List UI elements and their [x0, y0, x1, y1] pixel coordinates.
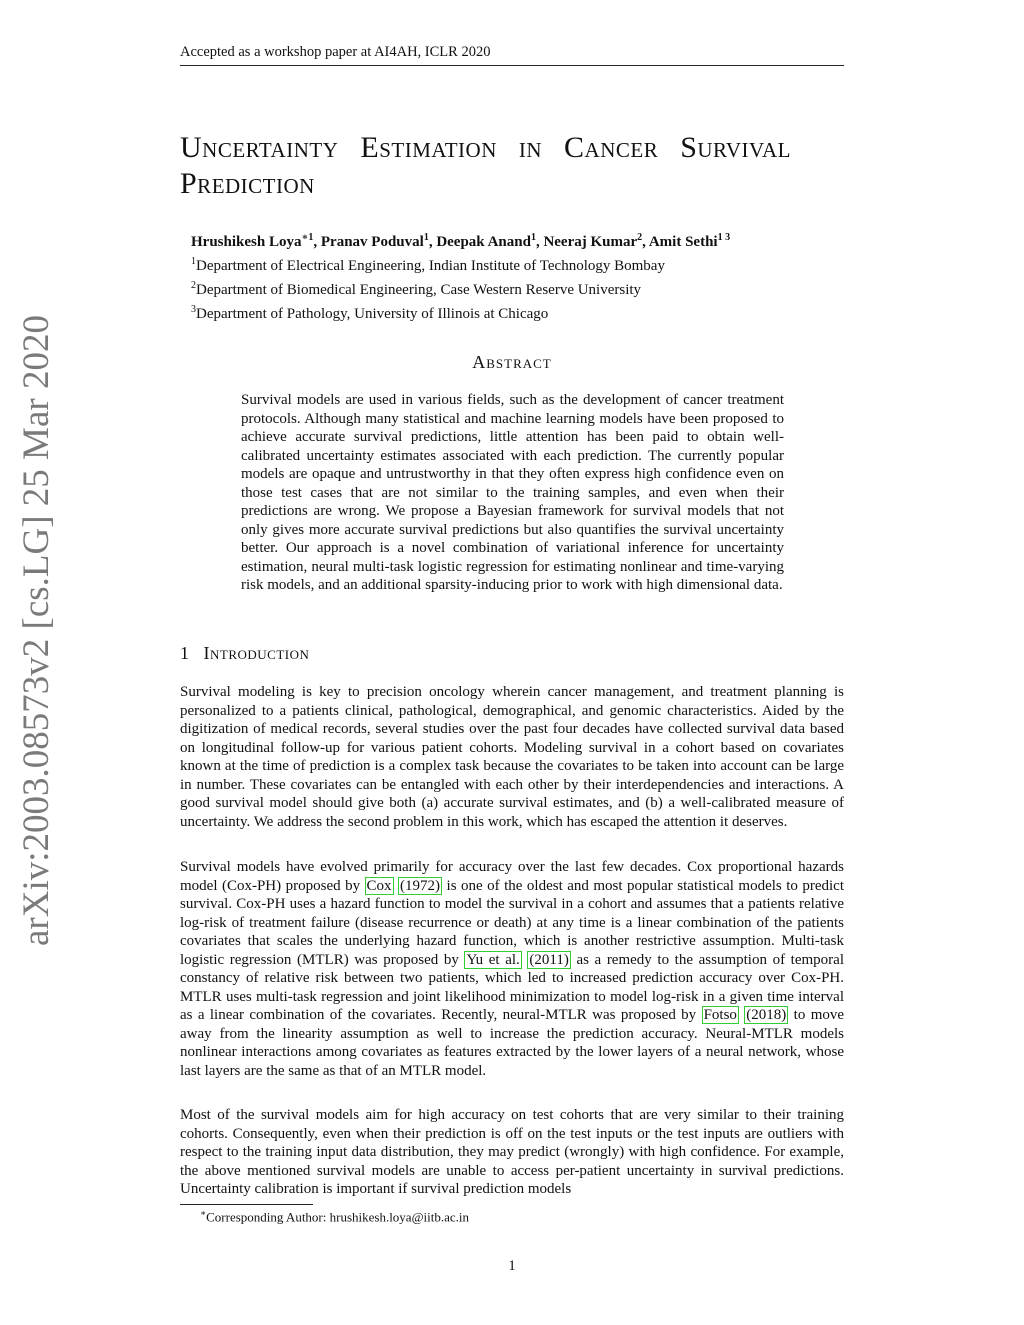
citation-link-cox[interactable]: Cox — [366, 877, 392, 894]
paper-title: Uncertainty Estimation in Cancer Survival Prediction — [180, 131, 791, 200]
intro-paragraph-3: Most of the survival models aim for high accuracy on test cohorts that are very similar to their training cohorts. Consequently, even when their prediction is off on the test inputs or the test inputs are outliers with respect to the training input data distribution, they may predict (wrongly) with high confidence. For example, the above mentioned survival models are unable to access per-patient uncertainty in survival predictions. Uncertainty calibration is important if survival prediction models — [180, 1107, 844, 1197]
author-name: Pranav Poduval — [320, 234, 424, 250]
citation-link-fotso-year[interactable]: (2018) — [746, 1007, 787, 1023]
affiliation-text: Department of Electrical Engineering, Indian Institute of Technology Bombay — [196, 258, 665, 274]
affiliation-text: Department of Pathology, University of Illinois at Chicago — [196, 306, 549, 322]
citation-link-fotso[interactable]: Fotso — [703, 1007, 737, 1023]
page-number: 1 — [508, 1258, 516, 1274]
paragraph-text: to move away from the linearity assumption as well to increase the prediction accuracy. Neural-MTLR models nonlinear interactions among covariates as features extracted by the lower layers of a neural network, whose last layers are the same as that of an MTLR model. — [180, 1007, 845, 1079]
citation-link-yu[interactable]: Yu et al. — [466, 951, 520, 968]
affiliation — [191, 252, 841, 276]
intro-paragraph-1: Survival modeling is key to precision oncology wherein cancer management, and treatment planning is personalized to a patients clinical, pathological, demographical, and genomic characteristics. Aided by the digitization of medical records, several studies over the past four decades have collected survival data based on longitudinal follow-up for various patient cohorts. Modeling survival in a cohort based on covariates known at the time of prediction is a complex task because the covariates to be taken into account can be large in number. These covariates can be entangled with each other by their interdependencies and interactions. A good survival model should give both (a) accurate survival estimates, and (b) a well-calibrated measure of uncertainty. We address the second problem in this work, which has escaped the attention it deserves. — [180, 684, 844, 830]
affiliation-text: Department of Biomedical Engineering, Case Western Reserve University — [196, 282, 642, 298]
author-affiliation-mark: 1 — [530, 232, 536, 243]
author-name: Amit Sethi — [648, 234, 718, 250]
footnote — [200, 1208, 469, 1225]
affiliation-mark: 1 — [191, 256, 196, 267]
citation-link-yu-year[interactable]: (2011) — [529, 951, 569, 968]
author-name: Neeraj Kumar — [543, 234, 638, 250]
author-name: Deepak Anand — [436, 234, 531, 250]
abstract-text: Survival models are used in various fields, such as the development of cancer treatment protocols. Although many statistical and machine learning models have been proposed to achieve accurate survival predictions, little attention has been paid to obtain well-calibrated uncertainty estimates associated with each prediction. The currently popular models are opaque and untrustworthy in that they often express high confidence even on those test cases that are not similar to the training samples, and even when their predictions are wrong. We propose a Bayesian framework for survival models that not only gives more accurate survival predictions but also quantifies the survival uncertainty better. Our approach is a novel combination of variational inference for uncertainty estimation, neural multi-task logistic regression for estimating nonlinear and time-varying risk models, and an additional sparsity-inducing prior to work with high dimensional data. — [241, 392, 784, 593]
author-affiliation-mark: 1 3 — [717, 232, 731, 243]
section-title: Introduction — [203, 643, 310, 663]
section-heading — [180, 643, 844, 664]
running-header: Accepted as a workshop paper at AI4AH, ICLR 2020 — [180, 44, 844, 66]
paragraph-text: as a remedy to the assumption of temporal constancy of relative risk between two patients, which led to increased prediction accuracy over Cox-PH. MTLR uses multi-task regression and joint likelihood minimization to model log-risk in a given time interval as a linear combination of the covariates. Recently, neural-MTLR was proposed by — [180, 951, 844, 1023]
intro-paragraph-2 — [180, 858, 844, 1080]
author-list: Hrushikesh Loya$^{∗1}$, Pranav Poduval$^1$, Deepak Anand$^1$, Neeraj Kumar$^2$, Amit Sethi$^{1 3}$ — [191, 232, 731, 250]
paragraph-text: is one of the oldest and most popular statistical models to predict survival. Cox-PH uses a hazard function to model the survival in a cohort and assumes that a patients relative log-risk of treatment failure (disease recurrence or death) at any time is a linear combination of the patients covariates that scales the underlying hazard function, which is another restrictive assumption. Multi-task logistic regression (MTLR) was proposed by — [180, 877, 844, 968]
footnote-mark: ∗ — [200, 1208, 207, 1218]
paragraph-text: Survival models have evolved primarily for accuracy over the last few decades. Cox proportional hazards model (Cox-PH) proposed by — [180, 859, 844, 894]
author-affiliation-mark: 1 — [423, 232, 429, 243]
section-number: 1 — [180, 643, 190, 663]
affiliation-mark: 3 — [191, 304, 196, 315]
author-name: Hrushikesh Loya — [191, 234, 302, 250]
author-block — [191, 228, 841, 324]
affiliation — [191, 300, 841, 324]
author-affiliation-mark: ∗1 — [301, 232, 314, 243]
footnote-text: Corresponding Author: hrushikesh.loya@iitb.ac.in — [206, 1209, 470, 1225]
arxiv-identifier[interactable]: arXiv:2003.08573v2 [cs.LG] 25 Mar 2020 — [16, 315, 57, 946]
affiliation-mark: 2 — [191, 280, 196, 291]
abstract-heading: Abstract — [472, 352, 552, 372]
author-affiliation-mark: 2 — [637, 232, 643, 243]
citation-link-cox-year[interactable]: (1972) — [400, 877, 441, 894]
affiliation — [191, 276, 841, 300]
footnote-divider — [180, 1204, 313, 1205]
